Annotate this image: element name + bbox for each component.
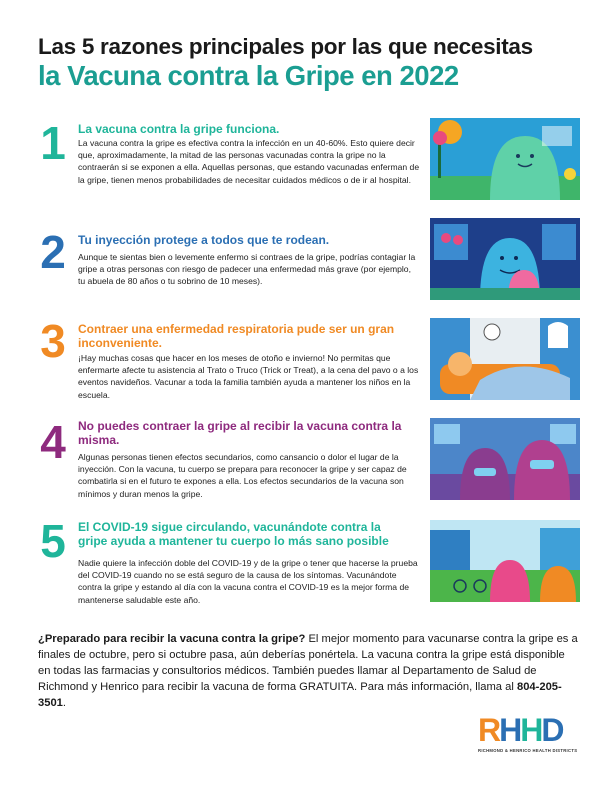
reason-number-3: 3 <box>40 315 66 367</box>
illustration-2 <box>430 218 580 300</box>
reason-body-5: Nadie quiere la infección doble del COVID-19 y de la gripe o tener que hacerse la prueba del COVID-19 cuando no se está seguro de la causa de los síntomas. Vacunándote contra la gripe y estando al día con la vacuna contra el COVID-19 es la mejor forma de mantenerse saludable este año. <box>78 558 418 605</box>
reason-body-4: Algunas personas tienen efectos secundarios, como cansancio o dolor el lugar de la inyección. Con la vacuna, tu cuerpo se prepara para reconocer la gripe y ser capaz de combatirla si en el futuro te expones a ella. Los efectos secundarios de la vacuna son mínimos y duran menos la gripe. <box>78 452 407 499</box>
footer-paragraph <box>38 631 578 711</box>
footer-phone: 804-205-3501 <box>38 681 562 709</box>
footer-lead: ¿Preparado para recibir la vacuna contra la gripe? <box>38 633 306 645</box>
page-title-line1: Las 5 razones principales por las que necesitas <box>38 34 533 59</box>
reason-body-1: La vacuna contra la gripe es efectiva contra la infección en un 40-60%. Esto quiere decir que, aproximadamente, la mitad de las personas vacunadas contra la gripe no la contraerán si se exponen a ella. Aquellas personas, que estando vacunadas enferman de la gripe, tienen menos probabilidades de necesitar cuidados médicos o de ir al hospital. <box>78 138 420 185</box>
footer-text: El mejor momento para vacunarse contra la gripe es a finales de octubre, pero si octubre pasa, aún deberías ponértela. La vacuna contra la gripe está disponible en todas las farmacias y consultorios médicos. También puedes llamar al Departamento de Salud de Richmond y Henrico para recibir la vacuna de forma GRATUITA. Para más información, llama al <box>38 633 578 693</box>
reason-body-2: Aunque te sientas bien o levemente enfermo si contraes de la gripe, podrías contagiar la gripe a otras personas con riesgo de padecer una enfermedad más grave (por ejemplo, tu abuela de 80 años o tu sobrino de 10 meses). <box>78 252 416 287</box>
logo-subtitle: RICHMOND & HENRICO HEALTH DISTRICTS <box>478 748 578 753</box>
reason-heading-5: El COVID-19 sigue circulando, vacunándote contra la gripe ayuda a mantener tu cuerpo lo más sano posible <box>78 520 389 548</box>
reason-heading-1: La vacuna contra la gripe funciona. <box>78 122 280 136</box>
illustration-1 <box>430 118 580 200</box>
reason-number-5: 5 <box>40 515 66 567</box>
reason-heading-3: Contraer una enfermedad respiratoria pude ser un gran inconveniente. <box>78 322 395 350</box>
footer-end: . <box>62 697 66 709</box>
rhhd-logo <box>478 713 580 753</box>
illustration-3 <box>430 318 580 400</box>
logo-letters <box>478 713 580 747</box>
illustration-4 <box>430 418 580 500</box>
reason-body-3: ¡Hay muchas cosas que hacer en los meses de otoño e invierno! No permitas que enfermarte afecte tu asistencia al Trato o Truco (Trick or Treat), a la cena del pavo o a los eventos navideños. Vacunar a toda la familia también ayuda a mantener los niños en la escuela. <box>78 353 419 400</box>
logo-letter-r: R <box>478 712 500 748</box>
page-title-line2: la Vacuna contra la Gripe en 2022 <box>38 60 459 91</box>
reason-number-4: 4 <box>40 416 66 468</box>
logo-letter-d: D <box>541 712 563 748</box>
reason-number-2: 2 <box>40 226 66 278</box>
logo-letter-h2: H <box>520 712 542 748</box>
reason-heading-4: No puedes contraer la gripe al recibir la vacuna contra la misma. <box>78 419 402 447</box>
logo-letter-h1: H <box>499 712 521 748</box>
reason-heading-2: Tu inyección protege a todos que te rodean. <box>78 233 330 247</box>
reason-number-1: 1 <box>40 117 66 169</box>
illustration-5 <box>430 520 580 602</box>
